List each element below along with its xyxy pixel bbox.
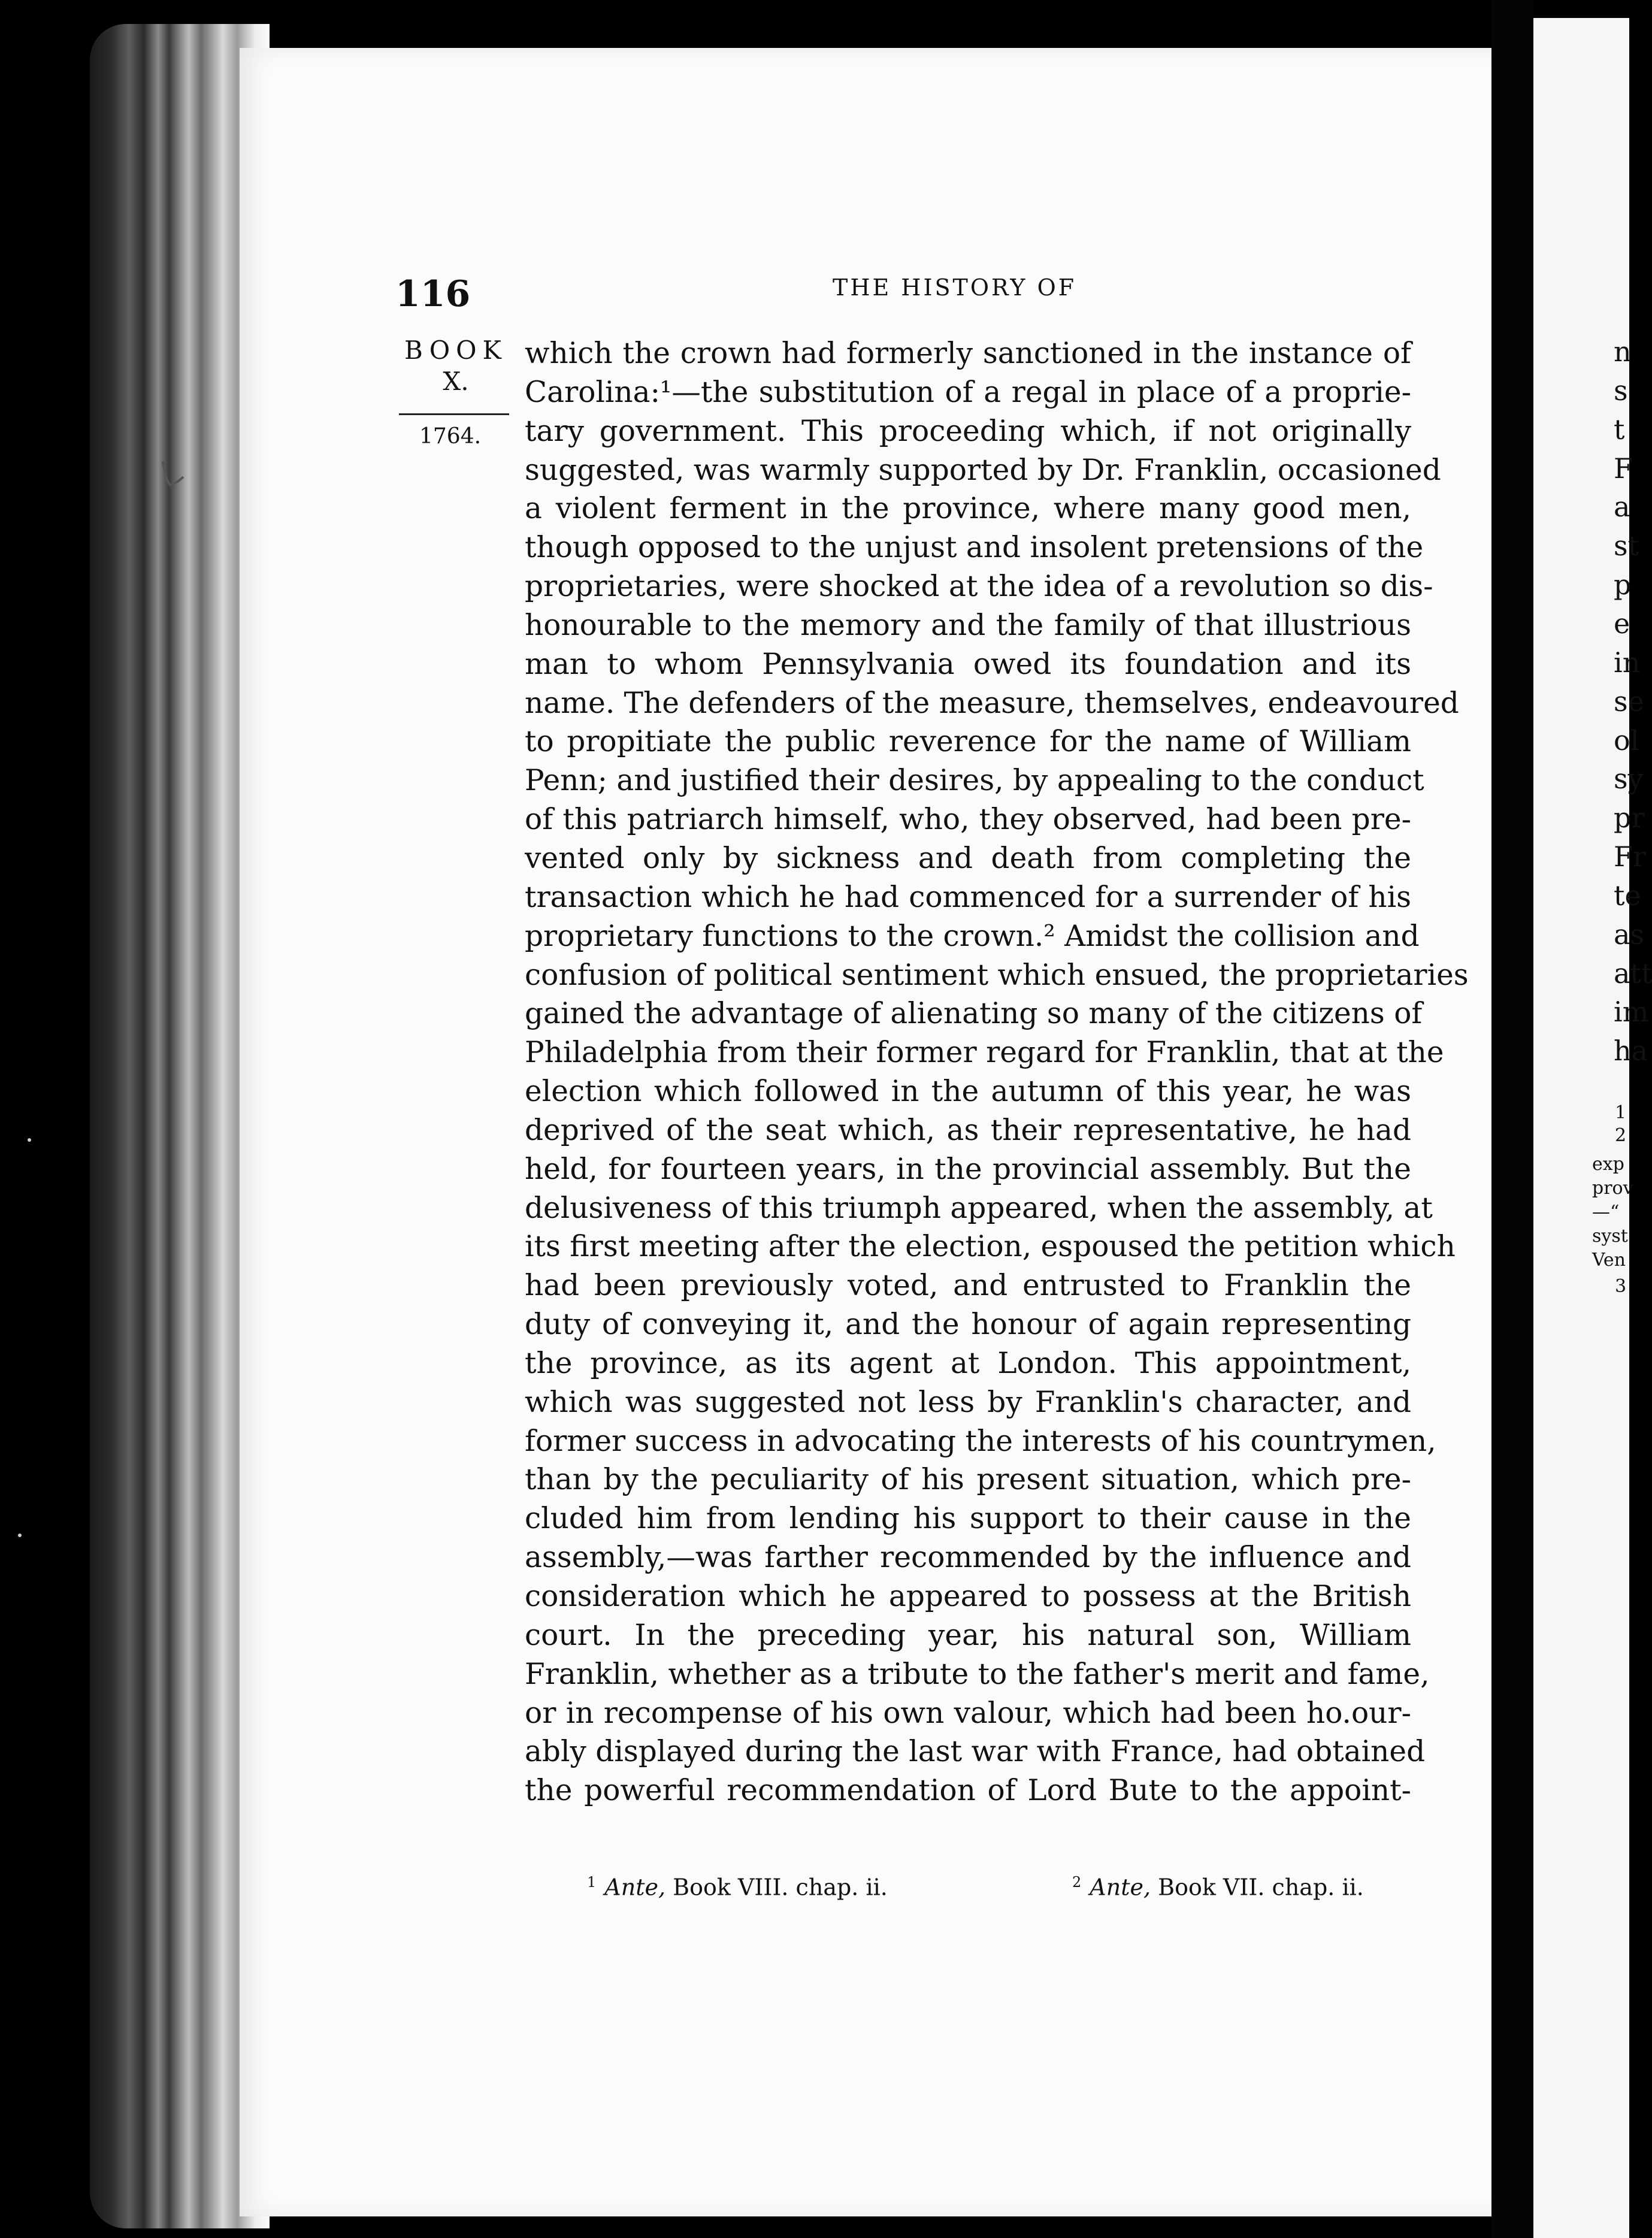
text-line: or in recompense of his own valour, which had been ho.our- [525, 1696, 1411, 1730]
pencil-mark-icon [157, 455, 193, 491]
facing-page-fragment: t [1614, 413, 1625, 446]
text-line: its first meeting after the election, espoused the petition which [525, 1230, 1456, 1264]
footnote-marker: 1 [587, 1874, 597, 1891]
facing-page-fragment: p [1614, 568, 1632, 601]
text-line: Carolina:¹—the substitution of a regal in place of a proprie- [525, 375, 1411, 409]
footnotes [587, 1874, 1366, 1904]
margin-year: 1764. [419, 424, 482, 449]
facing-page-note: 1 [1615, 1102, 1627, 1123]
text-line: had been previously voted, and entrusted to Franklin the [525, 1269, 1411, 1303]
dust-speck [28, 1138, 31, 1142]
facing-page-fragment: ha [1614, 1035, 1648, 1067]
text-line: election which followed in the autumn of this year, he was [525, 1075, 1411, 1109]
text-line: of this patriarch himself, who, they observed, had been pre- [525, 803, 1411, 837]
text-line: held, for fourteen years, in the provincial assembly. But the [525, 1152, 1411, 1186]
margin-rule [399, 413, 509, 415]
text-line: proprietary functions to the crown.² Amidst the collision and [525, 919, 1420, 953]
facing-page-fragment: a [1614, 491, 1630, 524]
margin-book-label: BOOK [404, 335, 507, 365]
text-line: than by the peculiarity of his present situation, which pre- [525, 1463, 1411, 1497]
facing-page-note: 2 [1615, 1125, 1627, 1146]
text-line: delusiveness of this triumph appeared, when the assembly, at [525, 1191, 1433, 1225]
text-line: name. The defenders of the measure, themselves, endeavoured [525, 686, 1459, 720]
text-line: Penn; and justified their desires, by appealing to the conduct [525, 764, 1424, 798]
text-line: cluded him from lending his support to their cause in the [525, 1502, 1411, 1536]
facing-page-fragment: im [1614, 996, 1649, 1029]
text-line: a violent ferment in the province, where many good men, [525, 492, 1411, 526]
page-number: 116 [395, 273, 471, 315]
text-line: vented only by sickness and death from completing the [525, 841, 1411, 875]
facing-page-note: Ven [1592, 1250, 1626, 1271]
facing-page-fragment: n [1614, 335, 1632, 368]
text-line: transaction which he had commenced for a surrender of his [525, 880, 1411, 914]
text-line: ably displayed during the last war with France, had obtained [525, 1735, 1426, 1769]
text-line: though opposed to the unjust and insolent pretensions of the [525, 531, 1424, 565]
facing-page-fragment: sy [1614, 763, 1644, 796]
footnote-ante: Ante, [1090, 1874, 1151, 1901]
facing-page-fragment: att [1614, 957, 1652, 990]
facing-page-fragment: F [1614, 452, 1633, 485]
footnote-ref: Book VIII. chap. ii. [673, 1874, 888, 1901]
body-text [525, 334, 1469, 1810]
facing-page-fragment: te [1614, 879, 1641, 912]
text-line: duty of conveying it, and the honour of again representing [525, 1308, 1411, 1342]
running-head: THE HISTORY OF [833, 274, 1077, 301]
text-line: deprived of the seat which, as their representative, he had [525, 1113, 1411, 1147]
facing-page-fragment: se [1614, 685, 1644, 718]
text-line: confusion of political sentiment which ensued, the proprietaries [525, 958, 1469, 992]
text-line: Philadelphia from their former regard for Franklin, that at the [525, 1036, 1444, 1070]
margin-volume: X. [443, 367, 469, 396]
facing-page-note: —“ [1592, 1202, 1620, 1223]
facing-page-fragment: e [1614, 607, 1630, 640]
book-gutter [1491, 0, 1533, 2238]
text-line: former success in advocating the interests of his countrymen, [525, 1424, 1436, 1458]
facing-page-fragment: in [1614, 646, 1641, 679]
text-line: the province, as its agent at London. This appointment, [525, 1346, 1411, 1380]
text-line: which was suggested not less by Franklin's character, and [525, 1385, 1411, 1419]
footnote-ante: Ante, [604, 1874, 666, 1901]
facing-page-fragment: as [1614, 918, 1645, 951]
text-line: tary government. This proceeding which, if not originally [525, 414, 1411, 448]
text-line: the powerful recommendation of Lord Bute to the appoint- [525, 1774, 1411, 1808]
text-line: honourable to the memory and the family of that illustrious [525, 608, 1411, 642]
text-line: Franklin, whether as a tribute to the father's merit and fame, [525, 1657, 1430, 1691]
text-line: proprietaries, were shocked at the idea of a revolution so dis- [525, 570, 1433, 604]
text-line: court. In the preceding year, his natural son, William [525, 1618, 1411, 1652]
text-line: consideration which he appeared to possess at the British [525, 1580, 1411, 1613]
text-line: gained the advantage of alienating so many of the citizens of [525, 997, 1423, 1031]
footnote-2 [1072, 1874, 1364, 1901]
facing-page-fragment: st [1614, 530, 1639, 562]
facing-page-note: exp [1592, 1154, 1624, 1175]
facing-page-note: prov [1592, 1178, 1633, 1199]
facing-page-fragment: s [1614, 374, 1628, 407]
text-line: assembly,—was farther recommended by the influence and [525, 1541, 1411, 1575]
facing-page-fragment: ol [1614, 724, 1639, 757]
dust-speck [18, 1534, 22, 1537]
facing-page-note: 3 [1615, 1276, 1627, 1297]
facing-page-fragment: pr [1614, 802, 1645, 834]
text-line: suggested, was warmly supported by Dr. Franklin, occasioned [525, 453, 1441, 487]
footnote-1 [587, 1874, 888, 1901]
facing-page-fragment: Fr [1614, 840, 1646, 873]
facing-page-note: syst [1592, 1226, 1628, 1247]
footnote-marker: 2 [1072, 1874, 1082, 1891]
text-line: to propitiate the public reverence for the name of William [525, 725, 1411, 759]
footnote-ref: Book VII. chap. ii. [1158, 1874, 1364, 1901]
text-line: which the crown had formerly sanctioned in the instance of [525, 337, 1411, 370]
text-line: man to whom Pennsylvania owed its foundation and its [525, 647, 1411, 681]
